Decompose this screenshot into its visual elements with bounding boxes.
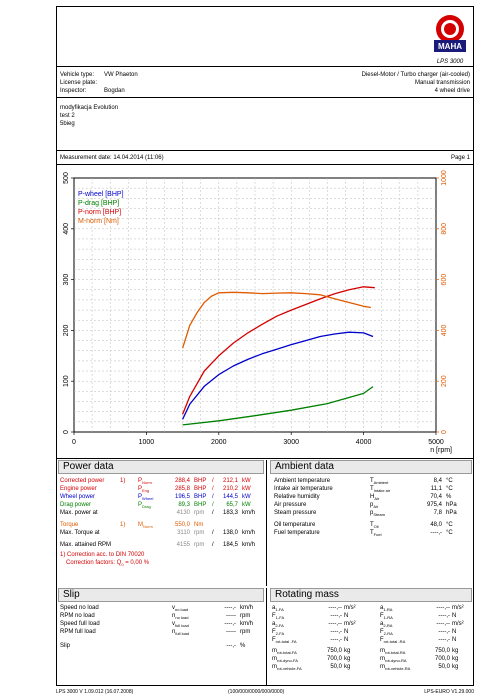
ambient-row-label: Oil temperature [274,522,316,528]
unit-label: km/h [240,621,254,627]
power-row-label: Engine power [60,486,97,492]
unit-label: m/s² [452,605,464,611]
max-rpm-rpm: 4155 [176,542,190,548]
rotating-mass-ra-symbol: $m_{rot-dyno-RA}$ [380,656,407,664]
max-rpm-speed: 184,5 [222,542,238,548]
unit-label: hPa [446,510,457,516]
y-left-tick-label: 100 [63,375,70,388]
x-tick-label: 3000 [283,439,299,446]
rotating-mass-fa-value: ----,- [330,637,342,643]
rotating-mass-ra-symbol: $a_{1-RA}$ [380,605,393,613]
slip-row-symbol: $n_{full load}$ [172,629,190,637]
unit-label: m/s² [452,621,464,627]
ambient-row-symbol: $T_{Fuel}$ [370,530,382,538]
separator: / [212,502,214,508]
unit-label: km/h [242,530,256,536]
ambient-row-symbol: $T_{Ambient}$ [370,478,389,486]
unit-label: Nm [194,522,204,528]
torque-label: Torque [60,522,79,528]
unit-label: rpm [240,613,251,619]
series-line [183,332,373,419]
inspector-label: Inspector: [60,88,87,94]
ambient-row-value: 48,0 [430,522,442,528]
rotating-mass-fa-value: ----,- [330,629,342,635]
measurement-date: Measurement date: 14.04.2014 (11:06) [60,155,164,161]
rotating-mass-ra-value: 750,0 [434,648,450,654]
power-value-bhp: 288,4 [174,478,190,484]
ambient-row-value: 8,4 [433,478,442,484]
rotating-mass-ra-symbol: $a_{2-RA}$ [380,621,393,629]
ambient-row-label: Intake air temperature [274,486,333,492]
unit-label: BHP [194,494,207,500]
power-row-symbol: $P_{Eng}$ [138,486,150,494]
rotating-mass-fa-value: 700,0 [326,656,342,662]
slip-row-value: ----- [226,613,236,619]
rotating-mass-fa-symbol: $a_{2-FA}$ [272,621,284,629]
slip-row-label: RPM full load [60,629,96,635]
divider [56,97,474,98]
vehicle-type-label: Vehicle type: [60,72,95,78]
power-value-bhp: 89,3 [178,502,190,508]
slip-row-label: Speed full load [60,621,100,627]
maha-logo [432,12,468,65]
unit-label: % [240,643,246,649]
ambient-row-symbol: $T_{Oil}$ [370,522,379,530]
inspector-value: Bogdan [104,88,125,94]
unit-label: rpm [194,510,205,516]
rotating-mass-ra-value: ----,- [438,637,450,643]
x-axis-label: n [rpm] [430,447,452,454]
unit-label: km/h [242,542,256,548]
ambient-row-value: 7,8 [433,510,442,516]
max-rpm-label: Max. attained RPM [60,542,112,548]
rotating-mass-fa-value: 50,0 [330,664,342,670]
y-left-tick-label: 500 [63,172,70,184]
power-value-kw: 210,2 [222,486,238,492]
slip-row-value: ----,- [224,605,236,611]
unit-label: N [452,629,457,635]
separator: / [212,478,214,484]
drive-type: 4 wheel drive [434,88,470,94]
unit-label: kW [242,494,251,500]
x-tick-label: 1000 [138,439,155,446]
unit-label: rpm [240,629,251,635]
y-right-tick-label: 0 [441,430,448,434]
slip-row-value: ----- [226,629,236,635]
unit-label: N [452,613,457,619]
unit-label: N [452,637,457,643]
legend-entry: P-norm [BHP] [78,209,122,216]
rotating-mass-title: Rotating mass [275,589,339,600]
ambient-row-symbol: $T_{Intake air}$ [370,486,391,494]
ambient-data-header [270,460,472,474]
max-torque-rpm: 3110 [177,530,190,536]
max-torque-label: Max. Torque at [60,530,100,536]
unit-label: N [344,637,349,643]
unit-label: °C [446,478,453,484]
y-left-tick-label: 300 [63,273,70,286]
maha-logo-graphic [432,12,468,58]
unit-label: BHP [194,486,207,492]
unit-label: km/h [242,510,256,516]
power-row-symbol: $P_{Norm}$ [138,478,152,486]
y-right-tick-label: 600 [441,273,448,286]
divider [266,460,267,586]
y-right-tick-label: 1000 [441,170,448,186]
rotating-mass-fa-symbol: $m_{rot-dyno-FA}$ [272,656,298,664]
rotating-mass-fa-value: 750,0 [326,648,342,654]
separator: / [212,530,214,536]
series-line [183,387,373,425]
power-value-kw: 212,1 [222,478,238,484]
correction-factors: Correction factors: $Q_0 = 0,00$ % [66,560,150,568]
legend-entry: M-norm [Nm] [78,218,119,225]
rotating-mass-ra-symbol: $m_{rot-total-RA}$ [380,648,406,656]
y-right-tick-label: 800 [441,222,448,235]
license-plate-label: License plate: [60,80,98,86]
slip-title: Slip [63,589,80,600]
max-power-speed: 183,3 [222,510,238,516]
unit-label: kW [242,486,251,492]
rotating-mass-ra-value: ----,-- [436,621,450,627]
transmission: Manual transmission [414,80,470,86]
unit-label: kg [452,648,459,654]
divider [266,588,267,686]
slip-row-value: ----,- [224,621,236,627]
logo-text: MAHA [438,42,462,51]
separator: / [212,494,214,500]
note-line: modyfikacja Evolution [60,105,119,111]
torque-symbol: $M_{Norm}$ [138,522,153,530]
footnote-marker: 1) [120,478,126,484]
rotating-mass-ra-symbol: $m_{rot-vehicle-RA}$ [380,664,411,672]
slip-row-label: Speed no load [60,605,99,611]
rotating-mass-fa-symbol: $F_{2-FA}$ [272,629,285,637]
separator: / [212,510,214,516]
unit-label: °C [446,486,453,492]
rotating-mass-ra-value: ----,- [438,629,450,635]
page-number: Page 1 [450,155,470,161]
power-row-label: Drag power [60,502,92,508]
divider [56,164,474,165]
unit-label: kg [452,656,459,662]
slip-row-label: Slip [60,643,71,649]
vehicle-type-value: VW Phaeton [104,72,138,78]
ambient-row-label: Fuel temperature [274,530,320,536]
rotating-mass-fa-symbol: $m_{rot-total-FA}$ [272,648,297,656]
unit-label: kg [452,664,459,670]
y-left-tick-label: 0 [63,430,70,434]
note-line: test 2 [60,113,75,119]
ambient-row-label: Air pressure [274,502,307,508]
footnote-marker: 1) [120,522,126,528]
ambient-row-value: 11,1 [430,486,442,492]
rotating-mass-fa-symbol: $F_{1-FA}$ [272,613,285,621]
unit-label: rpm [194,530,205,536]
y-right-tick-label: 200 [441,375,448,388]
x-tick-label: 4000 [355,439,372,446]
torque-value: 550,0 [174,522,190,528]
rotating-mass-fa-symbol: $F_{rot-total -FA}$ [272,637,297,645]
x-tick-label: 2000 [211,439,227,446]
ambient-row-symbol: $p_{Steam}$ [370,510,385,518]
logo-model: LPS 3000 [436,59,464,65]
x-tick-label: 5000 [428,439,444,446]
rotating-mass-fa-symbol: $a_{1-FA}$ [272,605,284,613]
ambient-row-value: 70,4 [430,494,442,500]
power-data-header [58,460,264,474]
rotating-mass-fa-value: ----,- [330,613,342,619]
power-row-label: Wheel power [60,494,96,500]
unit-label: m/s² [344,621,356,627]
unit-label: kg [344,664,351,670]
rotating-mass-fa-symbol: $m_{rot-vehicle-FA}$ [272,664,302,672]
slip-row-symbol: $v_{no load}$ [172,605,189,613]
power-row-label: Corrected power [60,478,105,484]
ambient-row-value: ----,- [430,530,442,536]
slip-row-label: RPM no load [60,613,95,619]
ambient-row-label: Ambient temperature [274,478,331,484]
power-chart [56,166,474,456]
rotating-mass-fa-value: ----,-- [328,621,342,627]
unit-label: kg [344,656,351,662]
slip-header [58,588,264,602]
note-line: 5bieg [60,121,75,127]
rotating-mass-ra-symbol: $F_{rot-total -RA}$ [380,637,406,645]
unit-label: BHP [194,478,207,484]
unit-label: BHP [194,502,207,508]
power-value-kw: 65,7 [226,502,238,508]
y-right-tick-label: 400 [441,324,448,337]
unit-label: % [446,494,452,500]
power-value-kw: 144,5 [222,494,238,500]
unit-label: km/h [240,605,254,611]
ambient-row-label: Relative humidity [274,494,320,500]
rotating-mass-ra-value: 700,0 [434,656,450,662]
rotating-mass-ra-value: ----,- [438,613,450,619]
divider [56,150,474,151]
y-left-tick-label: 200 [63,324,70,337]
unit-label: kW [242,502,251,508]
separator: / [212,542,214,548]
legend-entry: P-drag [BHP] [78,200,120,207]
rotating-mass-ra-symbol: $F_{2-RA}$ [380,629,393,637]
separator: / [212,486,214,492]
unit-label: hPa [446,502,457,508]
rotating-mass-ra-value: 50,0 [438,664,450,670]
engine-type: Diesel-Motor / Turbo charger (air-cooled) [361,72,470,78]
legend-entry: P-wheel [BHP] [78,191,124,198]
power-data-title: Power data [63,461,114,472]
footer-right: LPS-EURO V1.29.000 [424,689,474,695]
slip-row-symbol: $v_{full load}$ [172,621,189,629]
unit-label: °C [446,522,453,528]
ambient-row-label: Steam pressure [274,510,317,516]
power-row-symbol: $P_{Wheel}$ [138,494,154,502]
ambient-data-title: Ambient data [275,461,334,472]
rotating-mass-header [270,588,472,602]
rotating-mass-ra-value: ----,-- [436,605,450,611]
power-value-bhp: 196,5 [174,494,190,500]
unit-label: rpm [194,542,205,548]
slip-row-symbol: $n_{no load}$ [172,613,189,621]
y-left-tick-label: 400 [63,222,70,235]
footer-left: LPS 3000 V 1.09.012 (16.07.2008) [56,689,134,695]
max-torque-speed: 138,0 [222,530,238,536]
plot-border [74,178,436,432]
power-value-bhp: 285,8 [174,486,190,492]
unit-label: kW [242,478,251,484]
unit-label: m/s² [344,605,356,611]
unit-label: kg [344,648,351,654]
unit-label: °C [446,530,453,536]
divider [56,458,474,459]
rotating-mass-fa-value: ----,-- [328,605,342,611]
power-row-symbol: $P_{Drag}$ [138,502,151,510]
max-power-label: Max. power at [60,510,98,516]
ambient-row-symbol: $H_{Air}$ [370,494,380,502]
rotating-mass-ra-symbol: $F_{1-RA}$ [380,613,393,621]
ambient-row-symbol: $p_{Air}$ [370,502,379,510]
x-tick-label: 0 [72,439,76,446]
footer-center: (100/000/0000/000/0000) [228,689,285,695]
divider [56,66,474,67]
ambient-row-value: 975,4 [426,502,442,508]
unit-label: N [344,613,349,619]
max-power-rpm: 4130 [176,510,190,516]
slip-row-value: ---,- [226,643,236,649]
unit-label: N [344,629,349,635]
correction-note: 1) Correction acc. to DIN 70020 [60,552,145,558]
